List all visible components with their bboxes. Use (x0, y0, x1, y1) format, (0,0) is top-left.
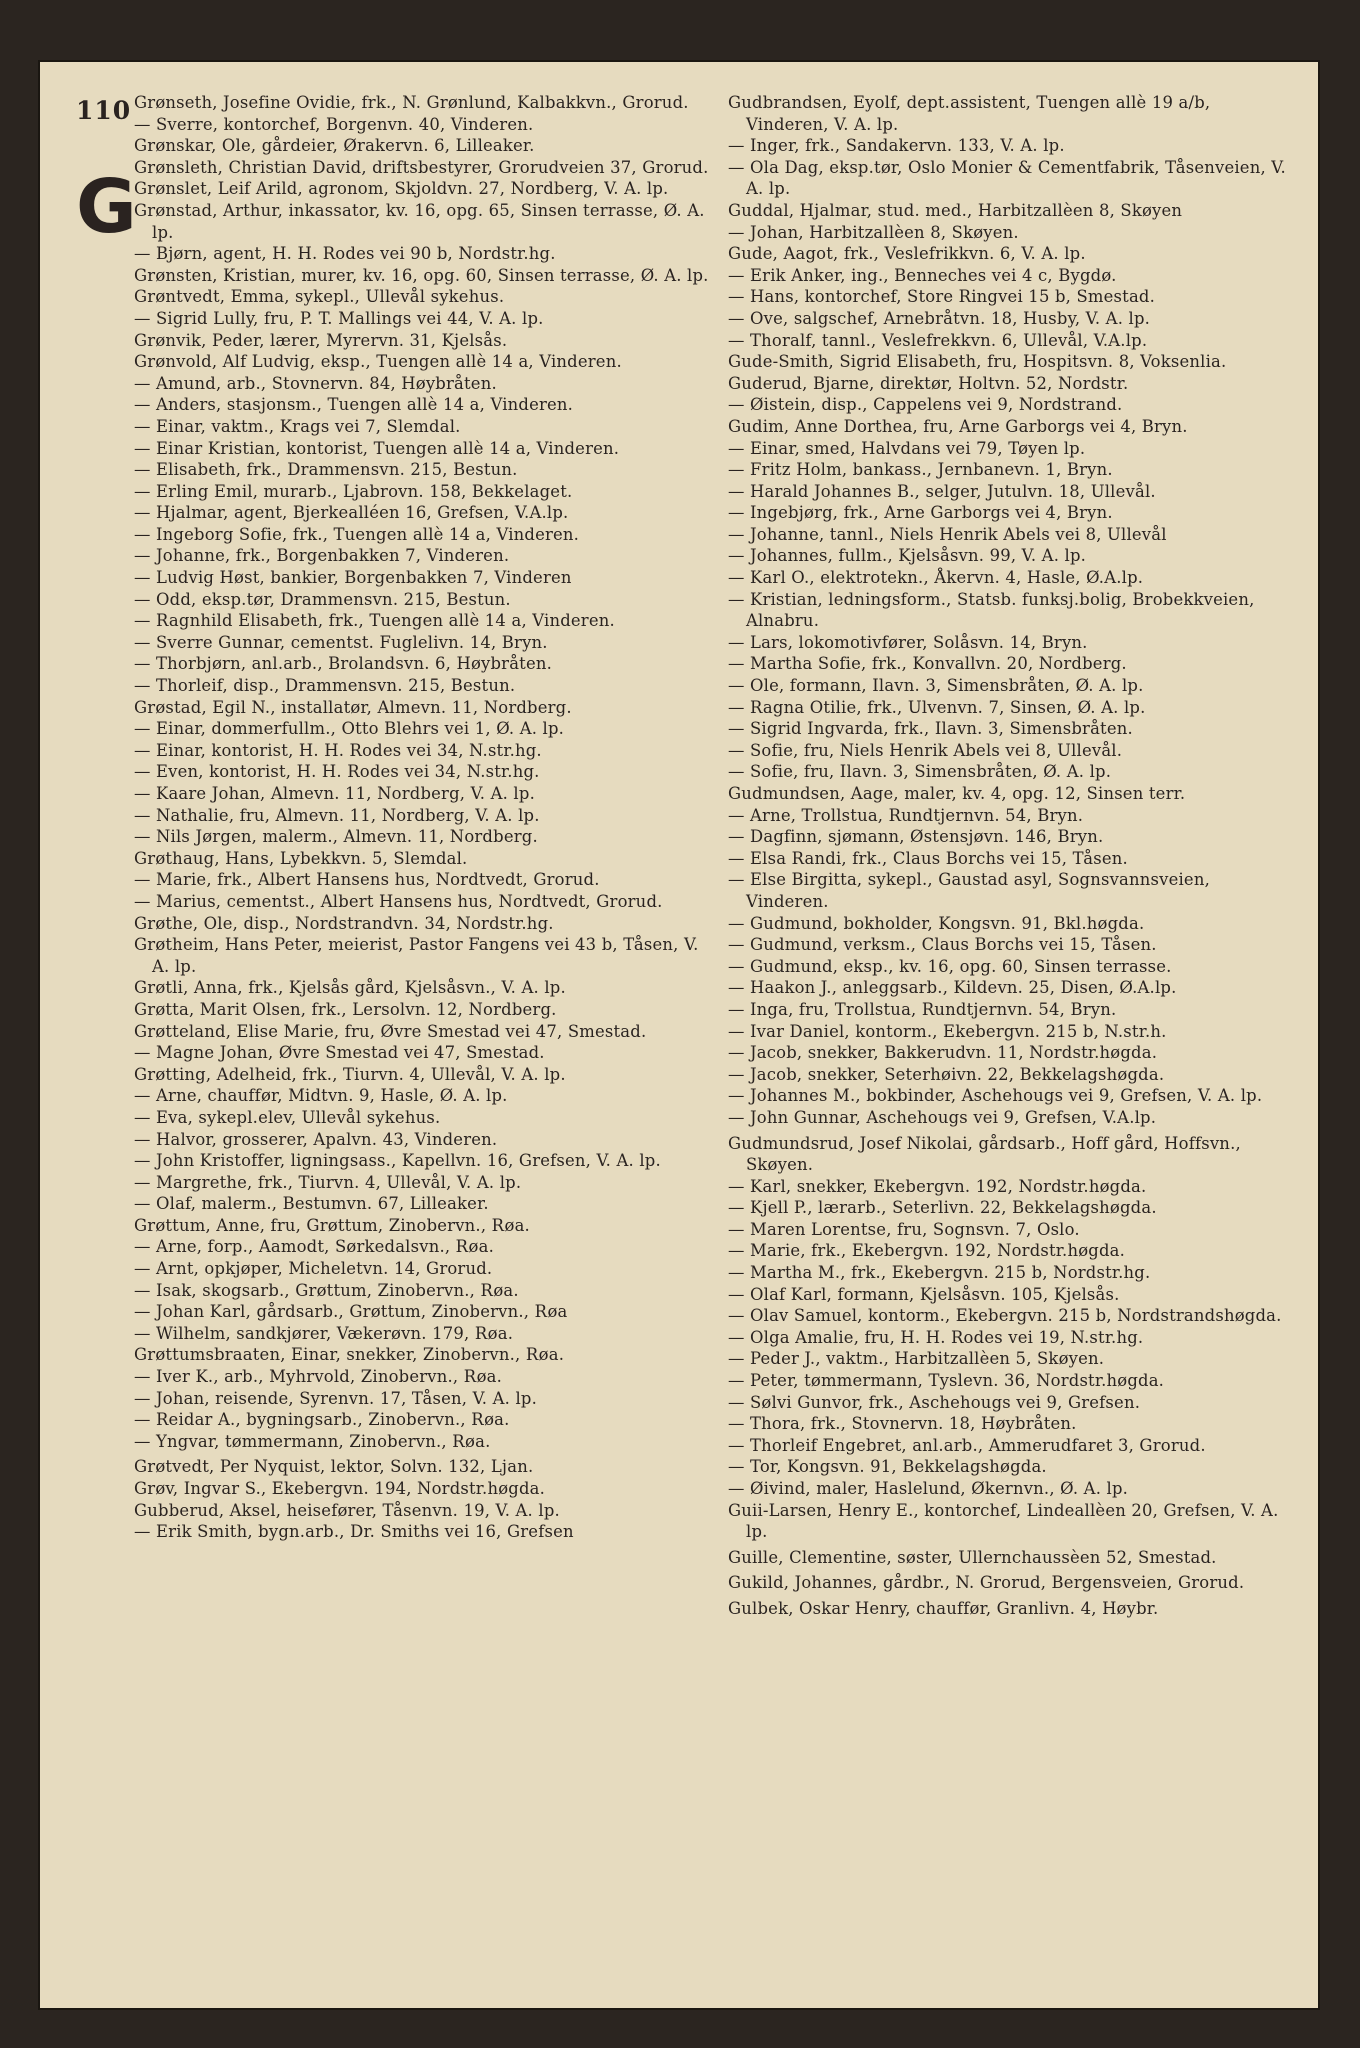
directory-entry: Grønvold, Alf Ludvig, eksp., Tuengen allè 14 a, Vinderen. (134, 352, 622, 372)
directory-entry: — Ragna Otilie, frk., Ulvenvn. 7, Sinsen, Ø. A. lp. (728, 697, 1146, 717)
directory-entry: Grøtting, Adelheid, frk., Tiurvn. 4, Ullevål, V. A. lp. (134, 1064, 566, 1084)
directory-entry: — Olga Amalie, fru, H. H. Rodes vei 19, N.str.hg. (728, 1327, 1144, 1347)
directory-entry: — Gudmund, eksp., kv. 16, opg. 60, Sinsen terrasse. (728, 956, 1172, 976)
directory-entry: — Erling Emil, murarb., Ljabrovn. 158, Bekkelaget. (134, 481, 573, 501)
directory-entry: — Jacob, snekker, Seterhøivn. 22, Bekkelagshøgda. (728, 1064, 1165, 1084)
directory-entry: Gudim, Anne Dorthea, fru, Arne Garborgs vei 4, Bryn. (728, 416, 1188, 436)
directory-entry: — Kjell P., lærarb., Seterlivn. 22, Bekkelagshøgda. (728, 1198, 1157, 1218)
directory-entry: — Ludvig Høst, bankier, Borgenbakken 7, Vinderen (134, 568, 572, 588)
directory-entry: — Johanne, frk., Borgenbakken 7, Vinderen. (134, 546, 510, 566)
directory-entry: — Einar, smed, Halvdans vei 79, Tøyen lp. (728, 438, 1086, 458)
directory-entry: — Øistein, disp., Cappelens vei 9, Nordstrand. (728, 395, 1123, 415)
directory-entry: — Maren Lorentse, fru, Sognsvn. 7, Oslo. (728, 1219, 1080, 1239)
directory-entry: — Wilhelm, sandkjører, Vækerøvn. 179, Røa. (134, 1323, 514, 1343)
directory-entry: — Bjørn, agent, H. H. Rodes vei 90 b, Nordstr.hg. (134, 244, 556, 264)
directory-entry: — Øivind, maler, Haslelund, Økernvn., Ø. A. lp. (728, 1479, 1129, 1498)
directory-entry: Grønslet, Leif Arild, agronom, Skjoldvn. 27, Nordberg, V. A. lp. (134, 179, 669, 199)
directory-entry: Grøtteland, Elise Marie, fru, Øvre Smestad vei 47, Smestad. (134, 1021, 647, 1041)
directory-entry: — Margrethe, frk., Tiurvn. 4, Ullevål, V. A. lp. (134, 1172, 522, 1192)
directory-entry: — Lars, lokomotivfører, Solåsvn. 14, Bryn. (728, 632, 1088, 652)
directory-entry: — Hans, kontorchef, Store Ringvei 15 b, Smestad. (728, 287, 1156, 307)
directory-entry: Grøthaug, Hans, Lybekkvn. 5, Slemdal. (134, 848, 468, 868)
directory-entry: — Jacob, snekker, Bakkerudvn. 11, Nordstr.høgda. (728, 1043, 1158, 1063)
directory-entry: — Marie, frk., Ekebergvn. 192, Nordstr.høgda. (728, 1241, 1126, 1261)
directory-entry: — Fritz Holm, bankass., Jernbanevn. 1, Bryn. (728, 460, 1113, 480)
directory-entry: — Sverre, kontorchef, Borgenvn. 40, Vinderen. (134, 114, 534, 134)
directory-entry: — Nathalie, fru, Almevn. 11, Nordberg, V. A. lp. (134, 805, 540, 825)
directory-entry: Guii-Larsen, Henry E., kontorchef, Lindeallèen 20, Grefsen, V. A. lp. (728, 1500, 1279, 1542)
section-letter: G (76, 164, 137, 250)
directory-entry: — Ivar Daniel, kontorm., Ekebergvn. 215 b, N.str.h. (728, 1021, 1167, 1041)
directory-entry: — Einar, kontorist, H. H. Rodes vei 34, N.str.hg. (134, 740, 542, 760)
directory-entry: — Isak, skogsarb., Grøttum, Zinobervn., Røa. (134, 1280, 519, 1300)
directory-entry: — Elisabeth, frk., Drammensvn. 215, Bestun. (134, 460, 518, 480)
directory-entry: — Olav Samuel, kontorm., Ekebergvn. 215 b, Nordstrandshøgda. (728, 1306, 1282, 1326)
directory-entry: — Yngvar, tømmermann, Zinobervn., Røa. (134, 1431, 491, 1451)
directory-entry: Guille, Clementine, søster, Ullernchaussèen 52, Smestad. (728, 1547, 1217, 1567)
directory-entry: Grøstad, Egil N., installatør, Almevn. 11, Nordberg. (134, 697, 572, 717)
directory-entry: — John Gunnar, Aschehougs vei 9, Grefsen, V.A.lp. (728, 1107, 1157, 1127)
directory-entry: — Inger, frk., Sandakervn. 133, V. A. lp. (728, 136, 1065, 156)
directory-entry: — Johannes, fullm., Kjelsåsvn. 99, V. A. lp. (728, 546, 1087, 566)
directory-entry: — Martha Sofie, frk., Konvallvn. 20, Nordberg. (728, 654, 1127, 674)
directory-entry: Gudbrandsen, Eyolf, dept.assistent, Tuengen allè 19 a/b, Vinderen, V. A. lp. (728, 93, 1211, 134)
directory-entry: Grønskar, Ole, gårdeier, Ørakervn. 6, Lilleaker. (134, 136, 535, 156)
directory-entry: — Johan Karl, gårdsarb., Grøttum, Zinobervn., Røa (134, 1302, 568, 1322)
directory-entry: — Magne Johan, Øvre Smestad vei 47, Smestad. (134, 1043, 545, 1063)
directory-entry: Grøv, Ingvar S., Ekebergvn. 194, Nordstr.høgda. (134, 1479, 546, 1498)
directory-entry: — Peter, tømmermann, Tyslevn. 36, Nordstr.høgda. (728, 1371, 1165, 1391)
directory-entry: Grøtli, Anna, frk., Kjelsås gård, Kjelsåsvn., V. A. lp. (134, 978, 566, 998)
directory-entry: — Eva, sykepl.elev, Ullevål sykehus. (134, 1107, 441, 1127)
directory-entry: — Ole, formann, Ilavn. 3, Simensbråten, Ø. A. lp. (728, 676, 1144, 696)
directory-entry: — Haakon J., anleggsarb., Kildevn. 25, Disen, Ø.A.lp. (728, 978, 1177, 998)
directory-entry: — Iver K., arb., Myhrvold, Zinobervn., Røa. (134, 1367, 503, 1387)
directory-entry: — Johanne, tannl., Niels Henrik Abels vei 8, Ullevål (728, 524, 1167, 544)
directory-entry: Guddal, Hjalmar, stud. med., Harbitzallèen 8, Skøyen (728, 200, 1183, 220)
directory-entry: — Ingeborg Sofie, frk., Tuengen allè 14 a, Vinderen. (134, 524, 580, 544)
directory-entry: — Anders, stasjonsm., Tuengen allè 14 a, Vinderen. (134, 395, 574, 415)
directory-entry: — Else Birgitta, sykepl., Gaustad asyl, Sognsvannsveien, Vinderen. (728, 870, 1210, 911)
directory-entry: — Thorleif Engebret, anl.arb., Ammerudfaret 3, Grorud. (728, 1435, 1206, 1455)
directory-entry: — Even, kontorist, H. H. Rodes vei 34, N.str.hg. (134, 762, 540, 782)
directory-entry: Guderud, Bjarne, direktør, Holtvn. 52, Nordstr. (728, 373, 1129, 393)
directory-entry: — John Kristoffer, ligningsass., Kapellvn. 16, Grefsen, V. A. lp. (134, 1151, 661, 1171)
directory-entry: — Reidar A., bygningsarb., Zinobervn., Røa. (134, 1410, 510, 1430)
directory-entry: — Nils Jørgen, malerm., Almevn. 11, Nordberg. (134, 827, 538, 847)
directory-entry: Gude-Smith, Sigrid Elisabeth, fru, Hospitsvn. 8, Voksenlia. (728, 352, 1227, 372)
directory-entry: — Thorbjørn, anl.arb., Brolandsvn. 6, Høybråten. (134, 654, 553, 674)
directory-entry: Grøtta, Marit Olsen, frk., Lersolvn. 12, Nordberg. (134, 999, 557, 1019)
directory-entry: — Dagfinn, sjømann, Østensjøvn. 146, Bryn. (728, 827, 1104, 847)
directory-entry: — Johan, reisende, Syrenvn. 17, Tåsen, V. A. lp. (134, 1388, 538, 1408)
directory-entry: Grønstad, Arthur, inkassator, kv. 16, opg. 65, Sinsen terrasse, Ø. A. lp. (134, 200, 705, 242)
directory-entry: — Odd, eksp.tør, Drammensvn. 215, Bestun. (134, 589, 511, 609)
page-number: 110 (76, 96, 132, 125)
directory-entry: — Marius, cementst., Albert Hansens hus, Nordtvedt, Grorud. (134, 891, 663, 911)
directory-entry: Grønseth, Josefine Ovidie, frk., N. Grønlund, Kalbakkvn., Grorud. (134, 93, 689, 112)
directory-entry: — Sofie, fru, Ilavn. 3, Simensbråten, Ø. A. lp. (728, 762, 1112, 782)
directory-entry: Gudmundsrud, Josef Nikolai, gårdsarb., Hoff gård, Hoffsvn., Skøyen. (728, 1133, 1241, 1175)
directory-entry: — Peder J., vaktm., Harbitzallèen 5, Skøyen. (728, 1349, 1105, 1369)
directory-entry: — Halvor, grosserer, Apalvn. 43, Vinderen. (134, 1129, 498, 1149)
directory-entry: — Ingebjørg, frk., Arne Garborgs vei 4, Bryn. (728, 503, 1113, 523)
directory-entry: — Olaf Karl, formann, Kjelsåsvn. 105, Kjelsås. (728, 1284, 1120, 1304)
directory-entry: — Sverre Gunnar, cementst. Fuglelivn. 14, Bryn. (134, 632, 548, 652)
directory-entry: — Thorleif, disp., Drammensvn. 215, Bestun. (134, 676, 516, 696)
directory-entry: Gulbek, Oskar Henry, chauffør, Granlivn. 4, Høybr. (728, 1598, 1159, 1618)
directory-entry: — Arne, forp., Aamodt, Sørkedalsvn., Røa. (134, 1237, 494, 1257)
directory-entry: — Arne, chauffør, Midtvn. 9, Hasle, Ø. A. lp. (134, 1086, 508, 1106)
directory-entry: Grønsleth, Christian David, driftsbestyrer, Grorudveien 37, Grorud. (134, 157, 709, 177)
directory-entry: — Sofie, fru, Niels Henrik Abels vei 8, Ullevål. (728, 740, 1123, 760)
directory-entry: Grøttum, Anne, fru, Grøttum, Zinobervn., Røa. (134, 1215, 530, 1235)
directory-entry: Gubberud, Aksel, heisefører, Tåsenvn. 19, V. A. lp. (134, 1500, 560, 1520)
directory-entry: Grøttumsbraaten, Einar, snekker, Zinobervn., Røa. (134, 1345, 565, 1365)
directory-entry: Grønsten, Kristian, murer, kv. 16, opg. 60, Sinsen terrasse, Ø. A. lp. (134, 265, 709, 285)
directory-entry: Grønvik, Peder, lærer, Myrervn. 31, Kjelsås. (134, 330, 508, 350)
directory-entry: — Einar Kristian, kontorist, Tuengen allè 14 a, Vinderen. (134, 438, 620, 458)
directory-entry: — Sigrid Ingvarda, frk., Ilavn. 3, Simensbråten. (728, 719, 1133, 739)
directory-entry: — Arnt, opkjøper, Micheletvn. 14, Grorud. (134, 1259, 493, 1279)
directory-entry: — Thora, frk., Stovnervn. 18, Høybråten. (728, 1414, 1077, 1434)
directory-entry: — Inga, fru, Trollstua, Rundtjernvn. 54, Bryn. (728, 999, 1117, 1019)
directory-entry: — Sigrid Lully, fru, P. T. Mallings vei 44, V. A. lp. (134, 308, 544, 328)
directory-entry: — Johannes M., bokbinder, Aschehougs vei 9, Grefsen, V. A. lp. (728, 1086, 1263, 1106)
directory-entry: — Sølvi Gunvor, frk., Aschehougs vei 9, Grefsen. (728, 1392, 1141, 1412)
directory-entry: — Amund, arb., Stovnervn. 84, Høybråten. (134, 373, 497, 393)
directory-entry: — Harald Johannes B., selger, Jutulvn. 18, Ullevål. (728, 481, 1156, 501)
directory-entry: — Arne, Trollstua, Rundtjernvn. 54, Bryn. (728, 805, 1084, 825)
directory-entry: — Elsa Randi, frk., Claus Borchs vei 15, Tåsen. (728, 848, 1128, 868)
directory-entry: Grøthe, Ole, disp., Nordstrandvn. 34, Nordstr.hg. (134, 913, 554, 933)
directory-entry: — Marie, frk., Albert Hansens hus, Nordtvedt, Grorud. (134, 870, 600, 890)
directory-entry: — Ola Dag, eksp.tør, Oslo Monier & Cementfabrik, Tåsenveien, V. A. lp. (728, 157, 1286, 199)
directory-entry: Grøtheim, Hans Peter, meierist, Pastor Fangens vei 43 b, Tåsen, V. A. lp. (134, 935, 699, 976)
directory-entry: — Einar, dommerfullm., Otto Blehrs vei 1, Ø. A. lp. (134, 719, 565, 739)
directory-entry: — Martha M., frk., Ekebergvn. 215 b, Nordstr.hg. (728, 1263, 1151, 1283)
directory-entry: — Olaf, malerm., Bestumvn. 67, Lilleaker. (134, 1194, 489, 1214)
directory-entry: Gude, Aagot, frk., Veslefrikkvn. 6, V. A. lp. (728, 244, 1086, 264)
directory-entry: — Ove, salgschef, Arnebråtvn. 18, Husby, V. A. lp. (728, 308, 1151, 328)
directory-entry: — Einar, vaktm., Krags vei 7, Slemdal. (134, 416, 461, 436)
directory-entry: — Tor, Kongsvn. 91, Bekkelagshøgda. (728, 1457, 1047, 1477)
directory-entry: Gukild, Johannes, gårdbr., N. Grorud, Bergensveien, Grorud. (728, 1573, 1245, 1593)
directory-entry: — Thoralf, tannl., Veslefrekkvn. 6, Ullevål, V.A.lp. (728, 330, 1148, 350)
directory-entry: — Erik Smith, bygn.arb., Dr. Smiths vei 16, Grefsen (134, 1522, 574, 1542)
directory-entry: — Johan, Harbitzallèen 8, Skøyen. (728, 222, 1019, 242)
directory-entry: — Erik Anker, ing., Benneches vei 4 c, Bygdø. (728, 265, 1117, 285)
left-column (134, 92, 712, 1543)
directory-page (40, 62, 1318, 2008)
directory-entry: — Kaare Johan, Almevn. 11, Nordberg, V. A. lp. (134, 784, 535, 803)
directory-entry: — Karl, snekker, Ekebergvn. 192, Nordstr.høgda. (728, 1176, 1147, 1196)
right-column (728, 92, 1296, 1620)
directory-entry: — Kristian, ledningsform., Statsb. funksj.bolig, Brobekkveien, Alnabru. (728, 589, 1255, 631)
directory-entry: — Ragnhild Elisabeth, frk., Tuengen allè 14 a, Vinderen. (134, 611, 615, 631)
directory-entry: Grøtvedt, Per Nyquist, lektor, Solvn. 132, Ljan. (134, 1457, 534, 1477)
directory-entry: Gudmundsen, Aage, maler, kv. 4, opg. 12, Sinsen terr. (728, 784, 1186, 803)
directory-entry: — Gudmund, bokholder, Kongsvn. 91, Bkl.høgda. (728, 913, 1145, 933)
directory-entry: Grøntvedt, Emma, sykepl., Ullevål sykehus. (134, 287, 505, 307)
directory-entry: — Gudmund, verksm., Claus Borchs vei 15, Tåsen. (728, 935, 1157, 955)
directory-entry: — Hjalmar, agent, Bjerkealléen 16, Grefsen, V.A.lp. (134, 503, 569, 523)
directory-entry: — Karl O., elektrotekn., Åkervn. 4, Hasle, Ø.A.lp. (728, 568, 1144, 588)
